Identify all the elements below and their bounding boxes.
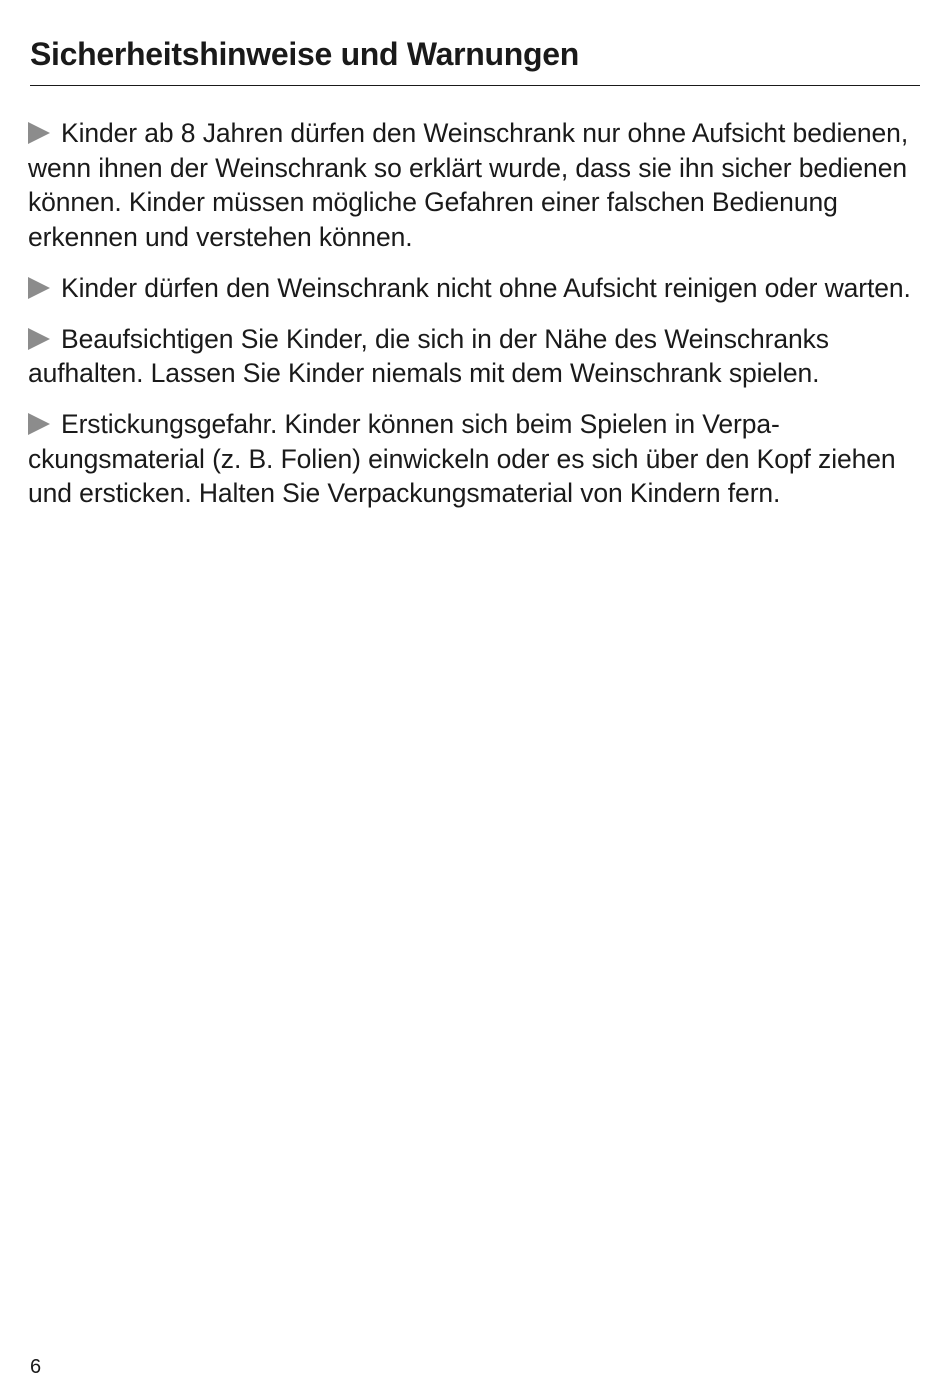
page-title: Sicherheitshinweise und Warnungen bbox=[30, 36, 579, 72]
triangle-arrow-icon bbox=[28, 122, 50, 144]
triangle-arrow-icon bbox=[28, 328, 50, 350]
triangle-arrow-icon bbox=[28, 413, 50, 435]
warning-text: Erstickungsgefahr. Kinder können sich beim Spielen in Verpackungsmaterial (z. B. Folien) einwickeln oder es sich über den Kopf ziehen und ersticken. Halten Sie Verpackungsmaterial von Kindern fern. bbox=[28, 408, 896, 509]
triangle-arrow-icon bbox=[28, 277, 50, 299]
warning-text: Kinder ab 8 Jahren dürfen den Weinschrank nur ohne Aufsicht bedienen, wenn ihnen der Weinschrank so erklärt wurde, dass sie ihn sicher bedienen können. Kinder müssen mögliche Gefahren einer falschen Bedienung erkennen und verstehen können. bbox=[28, 118, 909, 253]
warning-text: Kinder dürfen den Weinschrank nicht ohne Aufsicht reinigen oder warten. bbox=[61, 272, 911, 303]
page-number: 6 bbox=[30, 1356, 42, 1378]
warning-item-suffocation bbox=[28, 407, 920, 511]
warning-item-supervise-children bbox=[28, 322, 920, 391]
warning-text: Beaufsichtigen Sie Kinder, die sich in der Nähe des Weinschranks aufhalten. Lassen Sie Kinder niemals mit dem Weinschrank spielen. bbox=[28, 323, 829, 389]
warning-list bbox=[28, 116, 920, 527]
warning-item-children-operation bbox=[28, 116, 920, 255]
title-divider bbox=[30, 85, 920, 86]
warning-item-children-cleaning bbox=[28, 271, 920, 306]
